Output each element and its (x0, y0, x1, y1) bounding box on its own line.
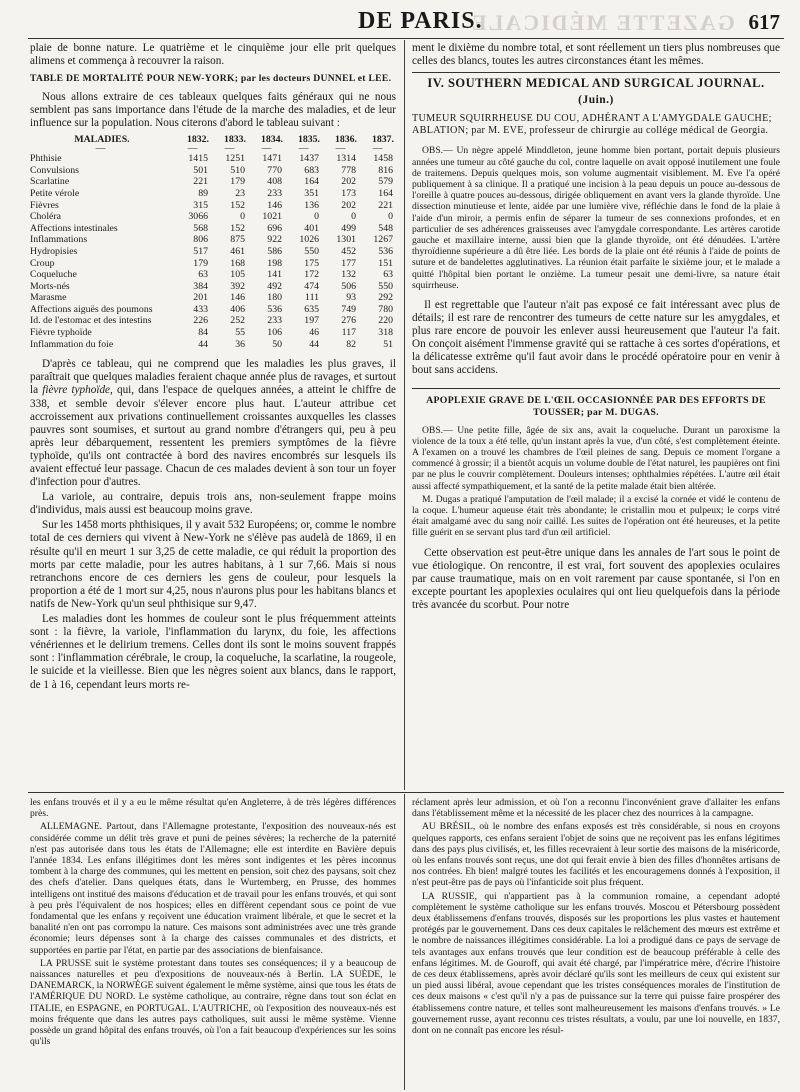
death-count-cell: 23 (235, 187, 245, 199)
death-count-cell: 63 (198, 269, 208, 281)
brazil-paragraph: AU BRÉSIL, où le nombre des enfans exposés est très considérable, si nous en croyons quelques rapports, ces enfans seraient l'objet de soins que ne reçoivent pas les enfans légitimes dans des pays plus civilisés, et, les filles recevraient à leur sortie des maisons de la miséricorde, où les enfans trouvés sont reçus, une dot qui ferait envie à bien des filles d'honnêtes artisans de nos contrées. Eh bien! malgré toutes les facilités et les encouragemens donnés à l'exposition, il n'est peut-être pas de pays où l'infanticide soit plus fréquent. (412, 821, 780, 889)
case1-title: TUMEUR SQUIRRHEUSE DU COU, ADHÉRANT A L'AMYGDALE GAUCHE; ABLATION; par M. EVE, professeur de chirurgie au collége médical de Georgia. (412, 113, 772, 137)
death-count-cell: 0 (388, 211, 393, 223)
disease-name-cell: Petite vérole (30, 187, 80, 199)
table-row (30, 292, 396, 304)
right-bottom-column (412, 797, 780, 1038)
death-count-cell: 501 (193, 164, 208, 176)
death-count-cell: 202 (341, 199, 356, 211)
disease-name-cell: Inflammation du foie (30, 338, 114, 350)
table-row (30, 281, 396, 293)
death-count-cell: 922 (267, 234, 282, 246)
right-top-column (412, 42, 780, 614)
table-row (30, 165, 396, 177)
typhoid-emphasis: fièvre typhoïde (42, 384, 110, 397)
death-count-cell: 44 (198, 338, 208, 350)
death-count-cell: 433 (193, 303, 208, 315)
death-count-cell: 392 (230, 280, 245, 292)
death-count-cell: 579 (378, 176, 393, 188)
death-count-cell: 55 (235, 327, 245, 339)
journal-heading: IV. SOUTHERN MEDICAL AND SURGICAL JOURNAL. (427, 76, 765, 91)
death-count-cell: 586 (267, 245, 282, 257)
death-count-cell: 1267 (373, 234, 393, 246)
death-count-cell: 175 (304, 257, 319, 269)
death-count-cell: 63 (383, 269, 393, 281)
death-count-cell: 0 (314, 211, 319, 223)
table-row (30, 269, 396, 281)
phthisis-paragraph: Sur les 1458 morts phthisiques, il y avait 532 Européens; or, comme le nombre total de ces derniers qui vivent à New-York ne s'élève pas audelà de 1869, il en résulte qu'il en meurt 1 sur 3,25 de cette maladie, ce qui réduit la proportion des morts par cette maladie, pour les autres habitans, à 1 sur 7,66. Mais si nous retranchons encore de ces derniers les gens de couleur, pour lesquels la proportion a été de 1 mort sur 4,25, nous n'aurons plus pour les habitans blancs et natifs de New-York qu'un seul phthisique sur 9,47. (30, 519, 396, 610)
death-count-cell: 89 (198, 187, 208, 199)
death-count-cell: 146 (230, 292, 245, 304)
death-count-cell: 180 (267, 292, 282, 304)
death-count-cell: 683 (304, 164, 319, 176)
death-count-cell: 452 (341, 245, 356, 257)
table-row (30, 200, 396, 212)
death-count-cell: 168 (230, 257, 245, 269)
table-row (30, 327, 396, 339)
disease-name-cell: Coqueluche (30, 269, 77, 281)
death-count-cell: 1301 (336, 234, 356, 246)
case1-obs-label: OBS. (422, 145, 444, 157)
death-count-cell: 50 (272, 338, 282, 350)
continuation-paragraph: ment le dixième du nombre total, et sont réellement un tiers plus nombreuses que celles des blancs, toutes les autres circonstances étant les mêmes. (412, 42, 780, 68)
table-row (30, 153, 396, 165)
death-count-cell: 173 (341, 187, 356, 199)
death-count-cell: 1458 (373, 153, 393, 165)
disease-name-cell: Marasme (30, 292, 67, 304)
mortality-table-body (30, 153, 396, 350)
germany-paragraph: ALLEMAGNE. Partout, dans l'Allemagne protestante, l'exposition des nouveaux-nés est considérée comme un délit très grave et puni de peines sévères; la recherche de la paternité n'est pas autorisée dans tous les états de l'Allemagne; elle est interdite en Bavière depuis l'année 1834. Les enfans illégitimes dont les mères sont indigentes et les pères inconnus tombent à la charge des communes, qui les mettent en pension, soit chez des paysans, soit chez des chefs d'atelier. Dans quelques états, dans le Wurtemberg, en Prusse, des hommes intelligens ont institué des maisons d'éducation et de travail pour les enfans trouvés, et qui sont à peu près l'équivalent de nos hospices; elles en diffèrent cependant sous ce point de vue fondamental que les enfans y reçoivent une éducation vraiment libérale, et que le secret et la banalité n'en ont pas corrompu la nature. Ces maisons sont administrées avec une très grande économie; leurs dépenses sont à la charge des caisses communales et des districts, et supportées en partie par l'état, en partie par des associations de bienfaisance. (30, 821, 396, 956)
death-count-cell: 152 (230, 199, 245, 211)
case2-operation: M. Dugas a pratiqué l'amputation de l'œil malade; il a excisé la cornée et vidé le contenu de la coque. L'humeur aqueuse était très abondante; le cristallin mou et pulpeux; le corps vitré était amalgamé avec du sang noir caillé. Les suites de l'opération ont été heureuses, et la petite fille guérit en se servant plus tard d'un œil artificiel. (412, 493, 780, 539)
death-count-cell: 517 (193, 245, 208, 257)
death-count-cell: 44 (309, 338, 319, 350)
left-bottom-column (30, 797, 396, 1049)
disease-name-cell: Morts-nés (30, 280, 70, 292)
death-count-cell: 172 (304, 269, 319, 281)
death-count-cell: 315 (193, 199, 208, 211)
death-count-cell: 778 (341, 164, 356, 176)
disease-name-cell: Fièvres (30, 199, 59, 211)
death-count-cell: 106 (267, 327, 282, 339)
death-count-cell: 1251 (225, 153, 245, 165)
death-count-cell: 198 (267, 257, 282, 269)
death-count-cell: 141 (267, 269, 282, 281)
disease-name-cell: Fièvre typhoïde (30, 327, 92, 339)
death-count-cell: 221 (193, 176, 208, 188)
column-divider-top (404, 40, 405, 790)
death-count-cell: 1021 (262, 211, 282, 223)
death-count-cell: 220 (378, 315, 393, 327)
death-count-cell: 164 (304, 176, 319, 188)
table-row (30, 339, 396, 351)
table-row (30, 223, 396, 235)
masthead (28, 8, 780, 36)
death-count-cell: 550 (378, 280, 393, 292)
death-count-cell: 536 (267, 303, 282, 315)
page-title: DE PARIS. (358, 8, 483, 34)
death-count-cell: 276 (341, 315, 356, 327)
death-count-cell: 1314 (336, 153, 356, 165)
death-count-cell: 1471 (262, 153, 282, 165)
case1-obs-text: — Un nègre appelé Minddleton, jeune homme bien portant, portait depuis plusieurs années une tumeur au côté gauche du col, contre laquelle on avait opposé inutilement une foule de traitemens. Depuis quelques mois, son volume augmentait visiblement. M. Eve l'a opéré publiquement à sa clinique. Il a pratiqué une incision à la peau depuis un pouce au-dessous de l'oreille à quatre pouces au-dessous, dirigée obliquement en avant vers la glande thyroïde. Une dissection minutieuse et lente, aidée par une lumière vive, réfléchie dans le fond de la plaie à l'aide d'un miroir, a permis enfin de séparer la tumeur de ses connexions profondes, et en particulier de ses adhérences graisseuses avec l'amygdale correspondante. Les artères carotide gauche et maxillaire interne, aussi bien que la glande thyroïde, ont été dénudées. L'artère thyroïdienne supérieure a dû être liée. Les bords de la plaie ont été réunis à l'aide de points de suture et de bandelettes agglutinatives. La réunion était parfaite le sixième jour, et le malade a quitté l'hôpital bien portant le onzième. La tumeur pesait une demi-livre, sa nature était squirrheuse. (412, 145, 780, 291)
intro-paragraph: plaie de bonne nature. Le quatrième et le cinquième jour elle prit quelques alimens et commença à recouvrer la raison. (30, 42, 396, 68)
disease-name-cell: Hydropisies (30, 245, 78, 257)
case2-title: APOPLEXIE GRAVE DE L'ŒIL OCCASIONNÉE PAR DES EFFORTS DE TOUSSER; par M. DUGAS. (426, 394, 766, 418)
typhoid-paragraph: D'après ce tableau, qui ne comprend que les maladies les plus graves, il paraîtrait que quelques maladies feraient chaque année plus de ravages, et surtout la fièvre typhoïde, qui, dans l'espace de quelques années, a atteint le chiffre de 338, et semble devoir s'élever encore plus haut. L'auteur attribue cet accroissement aux privations continuellement croissantes auxquelles les classes pauvres sont soumises, et surtout au grand nombre d'étrangers qui, peu à peu après leur débarquement, ressentent les premiers symptômes de la fièvre typhoïde, qu'ils ont contractée à bord des navires encombrés sur lesquels ils avaient effectué leur passage. Chacun de ces malades devient à son tour un foyer d'infection pour d'autres. (30, 358, 396, 489)
death-count-cell: 93 (346, 292, 356, 304)
death-count-cell: 197 (304, 315, 319, 327)
death-count-cell: 499 (341, 222, 356, 234)
death-count-cell: 82 (346, 338, 356, 350)
death-count-cell: 550 (304, 245, 319, 257)
death-count-cell: 506 (341, 280, 356, 292)
case2-observation (412, 425, 780, 492)
table-row (30, 188, 396, 200)
disease-name-cell: Inflammations (30, 234, 88, 246)
death-count-cell: 201 (193, 292, 208, 304)
disease-name-cell: Affections aiguës des poumons (30, 303, 153, 315)
death-count-cell: 548 (378, 222, 393, 234)
mortality-table (30, 134, 396, 351)
table-row (30, 246, 396, 258)
variola-paragraph: La variole, au contraire, depuis trois ans, non-seulement frappe moins d'individus, mais aussi est beaucoup moins grave. (30, 491, 396, 517)
death-count-cell: 401 (304, 222, 319, 234)
table-row (30, 176, 396, 188)
table-row (30, 315, 396, 327)
table-header-cell: 1834. (260, 133, 283, 145)
death-count-cell: 1437 (299, 153, 319, 165)
death-count-cell: 252 (230, 315, 245, 327)
header-rule (28, 38, 784, 39)
death-count-cell: 226 (193, 315, 208, 327)
disease-name-cell: Affections intestinales (30, 222, 118, 234)
table-header-cell: 1832. (186, 133, 209, 145)
disease-name-cell: Id. de l'estomac et des intestins (30, 315, 152, 327)
death-count-cell: 318 (378, 327, 393, 339)
page-number: 617 (748, 10, 780, 34)
colored-men-paragraph: Les maladies dont les hommes de couleur sont le plus fréquemment atteints sont : la fièvre, la variole, l'inflammation du larynx, du foie, les affections vénériennes et le delirium tremens. Celles dont ils sont le moins souvent frappés sont : l'inflammation cérébrale, le croup, la coqueluche, la scarlatine, la rougeole, le suicide et la vieillesse. Bien que les nègres soient aux blancs, dans le rapport, de 1 à 16, cependant leurs morts re- (30, 613, 396, 691)
case1-comment: Il est regrettable que l'auteur n'ait pas exposé ce fait intéressant avec plus de détails; il est rare de rencontrer des tumeurs de cette nature sur les amygdales, et plus rare encore de pouvoir les enlever aussi heureusement que l'auteur l'a fait. On conçoit aisément l'immense gravité qui se rattache à ces sortes d'opérations, et la délicatesse extrême qu'il faut avoir dans le procédé opératoire pour en venir à bout sans accidens. (412, 299, 780, 377)
death-count-cell: 1415 (188, 153, 208, 165)
death-count-cell: 117 (341, 327, 356, 339)
death-count-cell: 46 (309, 327, 319, 339)
death-count-cell: 749 (341, 303, 356, 315)
table-row (30, 258, 396, 270)
foundlings-paragraph: les enfans trouvés et il y a eu le même résultat qu'en Angleterre, à de très légères différences près. (30, 797, 396, 820)
death-count-cell: 136 (304, 199, 319, 211)
death-count-cell: 1026 (299, 234, 319, 246)
death-count-cell: 177 (341, 257, 356, 269)
death-count-cell: 146 (267, 199, 282, 211)
death-count-cell: 780 (378, 303, 393, 315)
table-header-cell: 1833. (223, 133, 246, 145)
death-count-cell: 875 (230, 234, 245, 246)
death-count-cell: 152 (230, 222, 245, 234)
disease-name-cell: Convulsions (30, 164, 79, 176)
death-count-cell: 84 (198, 327, 208, 339)
prussia-paragraph: LA PRUSSE suit le système protestant dans toutes ses conséquences; il y a beaucoup de naissances naturelles et peu d'expositions de nouveaux-nés à Berlin. LA SUÈDE, le DANEMARCK, la NORWÉGE suivent également le même système, ainsi que tous les états de l'AMÉRIQUE DU NORD. Le système catholique, au contraire, règne dans tout son éclat en ITALIE, en ESPAGNE, en PORTUGAL. L'AUTRICHE, où l'exposition des nouveaux-nés est moins fréquente que dans les autres pays catholiques, suit aussi le même système. Vienne possède un grand hôpital des enfans trouvés, où l'on a fait beaucoup d'expériences sur les soins qu'ils (30, 957, 396, 1048)
journal-subheading: (Juin.) (578, 94, 614, 107)
disease-name-cell: Phthisie (30, 153, 62, 165)
death-count-cell: 536 (378, 245, 393, 257)
death-count-cell: 179 (193, 257, 208, 269)
table-row (30, 234, 396, 246)
death-count-cell: 151 (378, 257, 393, 269)
table-header-cell: MALADIES. (74, 133, 130, 145)
death-count-cell: 233 (267, 315, 282, 327)
table-intro-paragraph: Nous allons extraire de ces tableaux quelques faits généraux qui ne nous semblent pas sans importance dans l'étude de la marche des maladies, et de leur influence sur la population. Nous citerons d'abord le tableau suivant : (30, 91, 396, 130)
table-header-cell: 1836. (334, 133, 357, 145)
case2-obs-label: OBS. (422, 424, 444, 436)
death-count-cell: 164 (378, 187, 393, 199)
death-count-cell: 351 (304, 187, 319, 199)
table-header-cell: 1837. (371, 133, 394, 145)
disease-name-cell: Croup (30, 257, 55, 269)
section-rule (28, 792, 784, 793)
death-count-cell: 0 (351, 211, 356, 223)
bleed-through-text: GAZETTE MÉDICALE (470, 10, 735, 35)
left-top-column (30, 42, 396, 694)
death-count-cell: 492 (267, 280, 282, 292)
death-count-cell: 806 (193, 234, 208, 246)
mortality-table-heading: TABLE DE MORTALITÉ POUR NEW-YORK; par les docteurs DUNNEL et LEE. (30, 73, 392, 85)
death-count-cell: 406 (230, 303, 245, 315)
case1-observation (412, 145, 780, 291)
death-count-cell: 179 (230, 176, 245, 188)
russia-paragraph: LA RUSSIE, qui n'appartient pas à la communion romaine, a cependant adopté complètement le système catholique sur les enfans trouvés. Moscou et Pétersbourg possèdent deux établissemens d'enfans trouvés, disposés sur les proportions les plus vastes et hautement protégés par le gouvernement. Dans ces deux capitales le relâchement des mœurs est extrême et le nombre de naissances illégitimes considérable. La loi a prodigué dans ce pays de servage de tels avantages aux enfans trouvés que leur condition est de beaucoup préférable à celle des enfans légitimes. M. de Gouroff, qui avait été chargé, par l'impératrice mère, d'écrire l'histoire de ces deux établissemens, après avoir déclaré qu'ils sont les meilleurs de ceux qui existent sur un pied aussi libéral, avoue cependant que les tristes conséquences morales de l'institution de ces deux maisons « c'est qu'il n'y a pas de puissance sur la terre qui puisse faire prospérer des établissemens contre nature, et telles sont malheureusement les maisons d'enfans trouvés. » Le gouvernement russe, ayant reconnu ces tristes résultats, a voulu, par une loi nouvelle, en 1837, dont on ne connaît pas encore les résul- (412, 890, 780, 1037)
death-count-cell: 233 (267, 187, 282, 199)
column-divider-bottom (404, 794, 405, 1090)
case2-comment: Cette observation est peut-être unique dans les annales de l'art sous le point de vue étiologique. On rencontre, il est vrai, fort souvent des apoplexies oculaires par cause traumatique, mais on en voit rarement par cause spontanée, si l'on en excepte pourtant les apoplexies oculaires qui ont lieu quelquefois dans la période très avancée du scorbut. Pour notre (412, 546, 780, 611)
table-dash-row: — — — — — — — (95, 143, 383, 155)
table-row (30, 211, 396, 223)
death-count-cell: 568 (193, 222, 208, 234)
death-count-cell: 221 (378, 199, 393, 211)
table-row (30, 304, 396, 316)
death-count-cell: 408 (267, 176, 282, 188)
vienna-paragraph: réclament après leur admission, et où l'on a reconnu l'inconvénient grave d'allaiter les enfans dans l'établissement même et la nécessité de les placer chez des nourrices à la campagne. (412, 797, 780, 820)
death-count-cell: 111 (305, 292, 319, 304)
death-count-cell: 474 (304, 280, 319, 292)
death-count-cell: 0 (240, 211, 245, 223)
death-count-cell: 51 (383, 338, 393, 350)
disease-name-cell: Scarlatine (30, 176, 70, 188)
death-count-cell: 292 (378, 292, 393, 304)
table-header-cell: 1835. (297, 133, 320, 145)
death-count-cell: 202 (341, 176, 356, 188)
death-count-cell: 635 (304, 303, 319, 315)
death-count-cell: 36 (235, 338, 245, 350)
death-count-cell: 696 (267, 222, 282, 234)
death-count-cell: 105 (230, 269, 245, 281)
death-count-cell: 384 (193, 280, 208, 292)
death-count-cell: 461 (230, 245, 245, 257)
death-count-cell: 770 (267, 164, 282, 176)
death-count-cell: 816 (378, 164, 393, 176)
death-count-cell: 3066 (188, 211, 208, 223)
death-count-cell: 132 (341, 269, 356, 281)
death-count-cell: 510 (230, 164, 245, 176)
case2-obs-text: — Une petite fille, âgée de six ans, avait la coqueluche. Durant un paroxisme la violence de la toux a été telle, qu'un instant après la vue, d'un côté, s'est complètement éteinte. A l'examen on a trouvé les chambres de l'œil pleines de sang. Depuis ce moment l'organe a commencé à grossir; il a bientôt acquis un volume double de l'état naturel, les paupières ont fini par ne plus le couvrir complètement. Douleurs intenses; ophthalmies répétées. L'autre œil était aussi affecté sympathiquement, et la santé de la petite malade était bien altérée. (412, 424, 780, 492)
disease-name-cell: Choléra (30, 211, 62, 223)
